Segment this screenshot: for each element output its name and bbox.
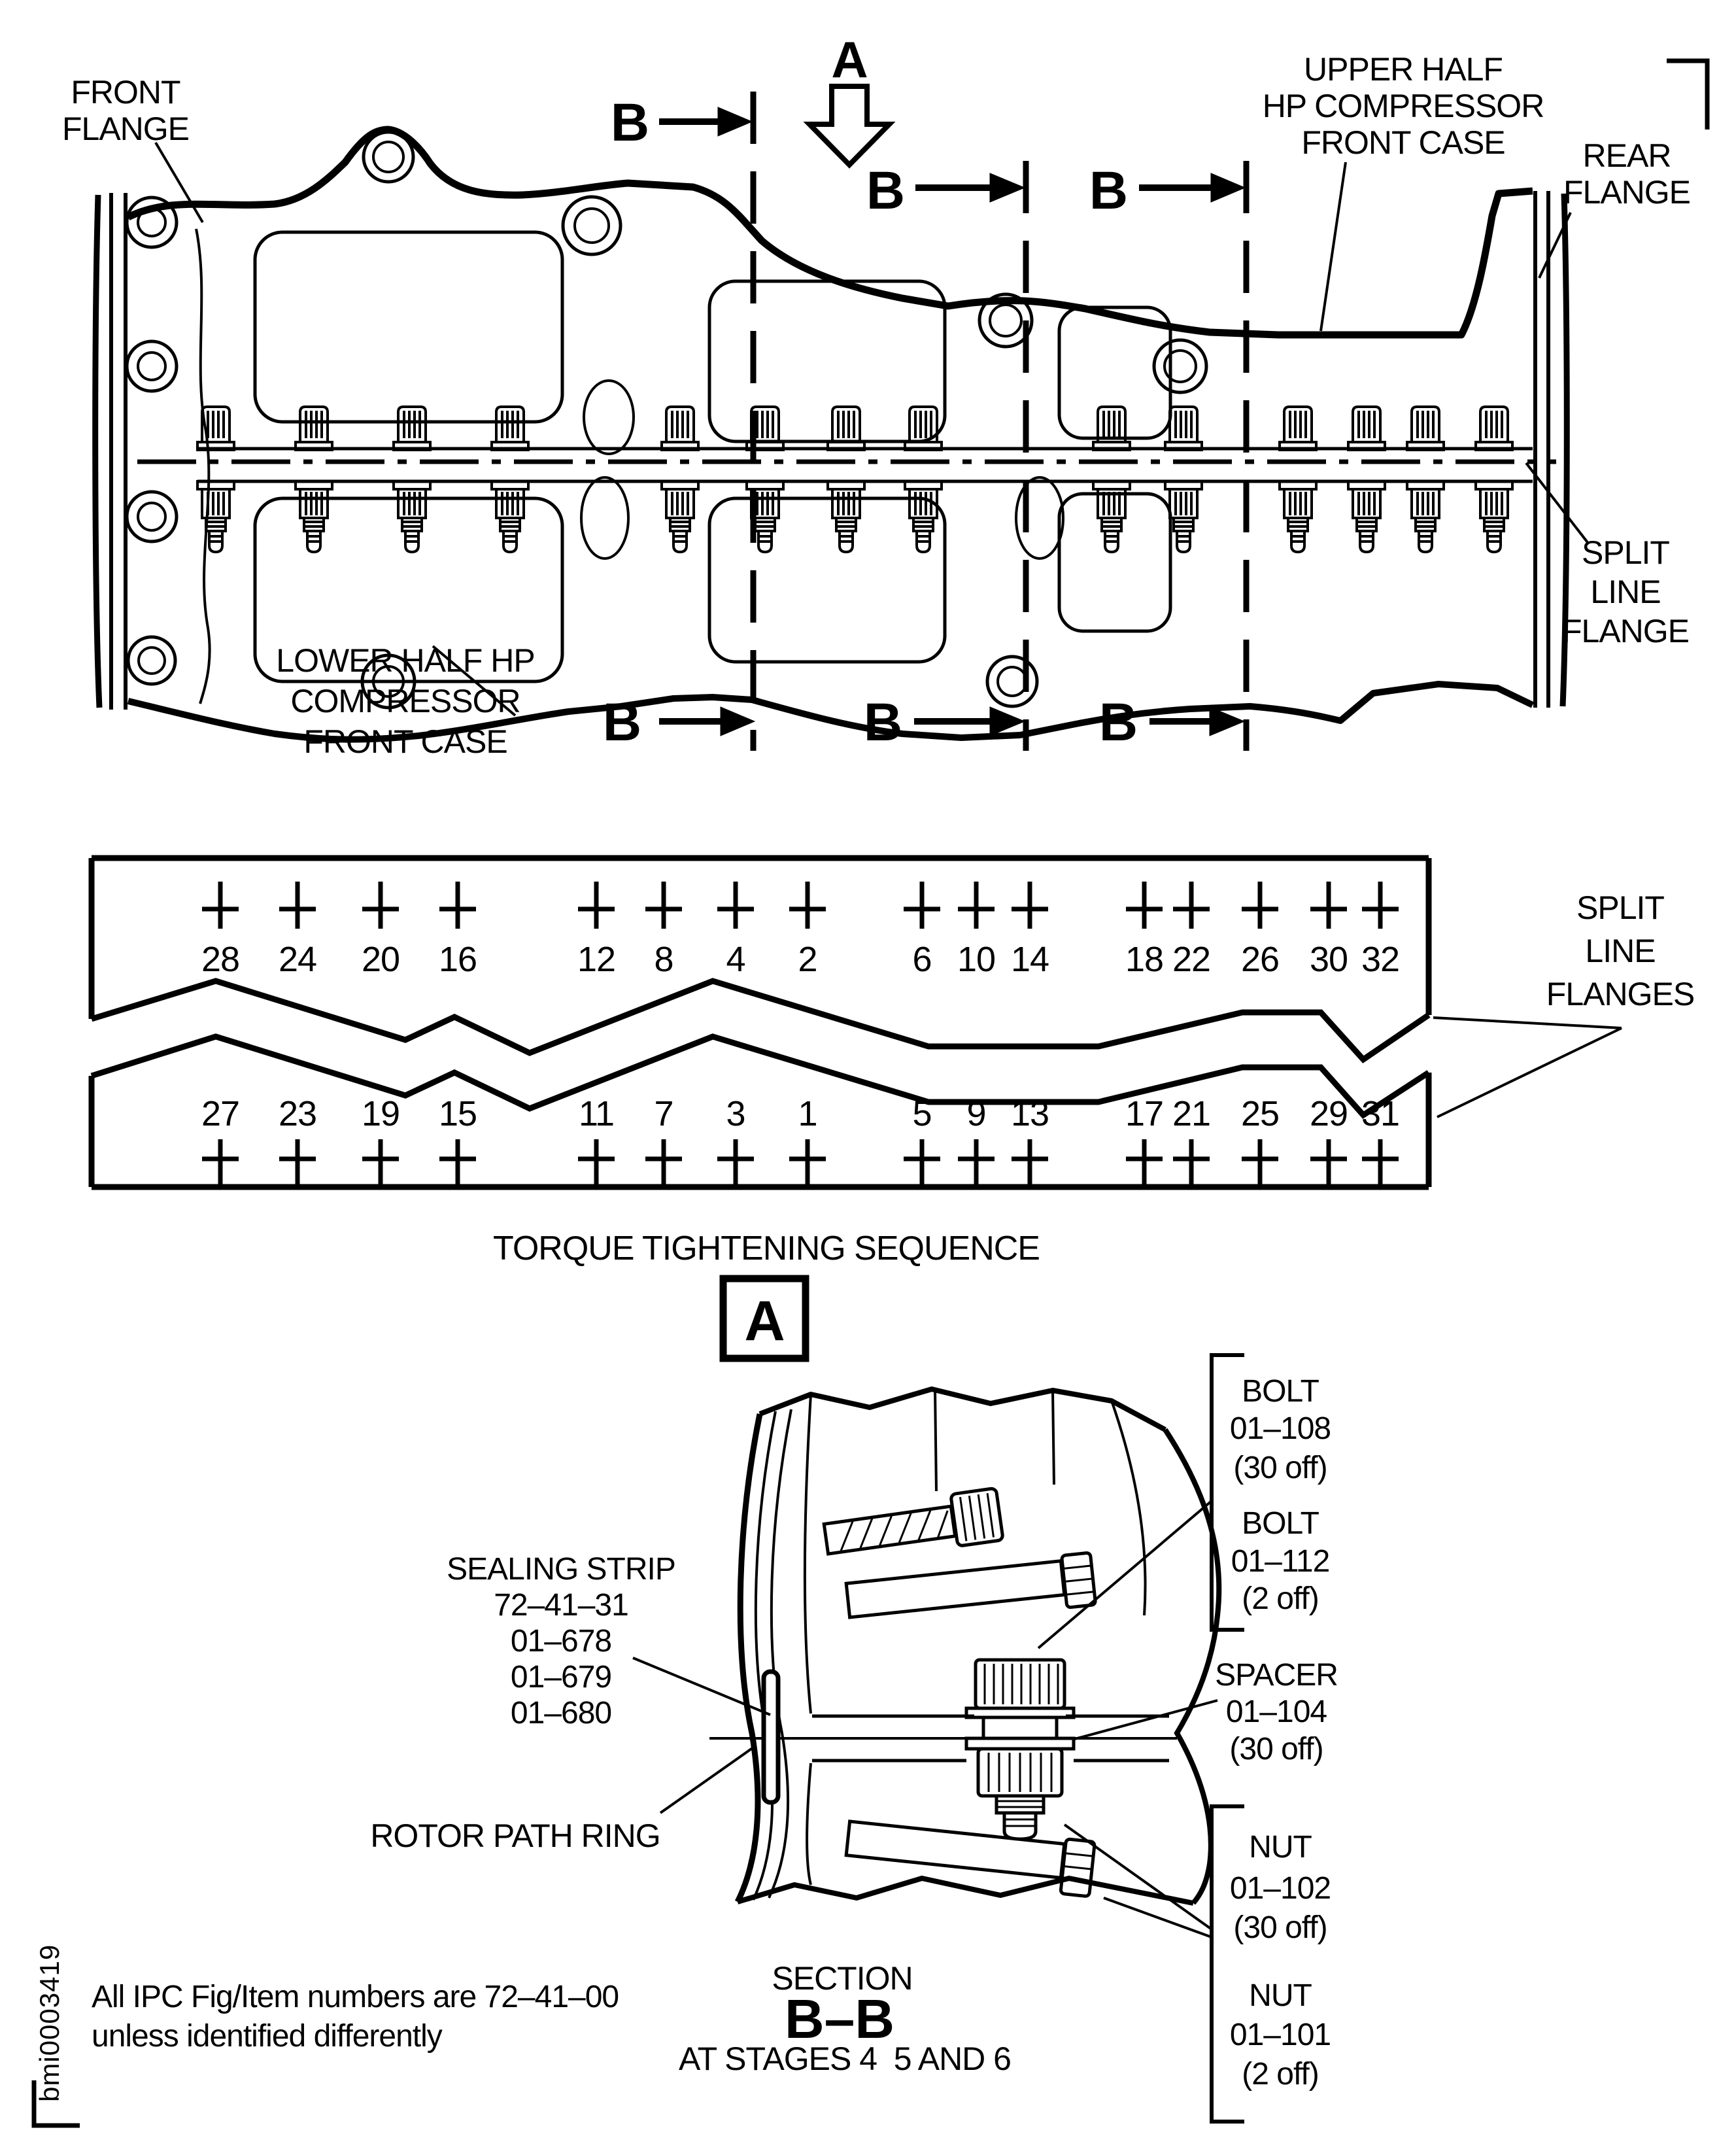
bolt-112-qty: (2 off) (1242, 1581, 1319, 1616)
split-line-flanges-leaders (1433, 1018, 1622, 1117)
section-b-marker-top-1: B (610, 93, 649, 152)
bolt-108-qty: (30 off) (1233, 1451, 1327, 1485)
torque-seq-number-bottom: 19 (361, 1094, 400, 1133)
split-line-bolts-lower (197, 481, 1512, 552)
torque-seq-number-top: 22 (1172, 940, 1211, 979)
split-line-rails (197, 449, 1533, 481)
torque-seq-number-bottom: 5 (912, 1094, 932, 1133)
torque-seq-number-top: 14 (1010, 940, 1049, 979)
section-a-marker: A (831, 31, 868, 88)
split-line-flange-label: SPLIT LINE FLANGE (1561, 534, 1690, 649)
document-id: bmi0003419 (34, 1944, 65, 2102)
torque-seq-number-bottom: 29 (1309, 1094, 1348, 1133)
torque-plus-marks-bottom (202, 1139, 1399, 1186)
detail-a-marker: A (744, 1290, 785, 1352)
bolt-108-name: BOLT (1242, 1374, 1319, 1409)
bolt-112-name: BOLT (1242, 1506, 1319, 1541)
torque-seq-number-bottom: 15 (438, 1094, 477, 1133)
torque-seq-number-bottom: 17 (1125, 1094, 1164, 1133)
section-title: SECTION (772, 1960, 913, 1997)
section-leader-lines (633, 1501, 1217, 1937)
section-drawing (709, 1389, 1219, 1903)
section-b-marker-bottom-2: B (863, 693, 902, 752)
split-line-flanges-label: SPLIT LINE FLANGES (1546, 889, 1695, 1012)
spacer-104-name: SPACER (1215, 1658, 1338, 1693)
torque-seq-number-bottom: 27 (201, 1094, 240, 1133)
spacer-104-number: 01–104 (1225, 1695, 1327, 1729)
nut-101-number: 01–101 (1229, 2018, 1331, 2052)
split-line-bolts-upper (197, 407, 1512, 450)
section-b-marker-bottom-1: B (602, 693, 641, 752)
section-subtitle: B–B (784, 1988, 895, 2050)
spacer-104-qty: (30 off) (1229, 1732, 1323, 1766)
torque-seq-number-top: 6 (912, 940, 932, 979)
rear-flange-label: REAR FLANGE (1563, 137, 1691, 211)
torque-seq-number-top: 30 (1309, 940, 1348, 979)
sealing-strip-label: SEALING STRIP 72–41–31 01–678 01–679 01–680 (447, 1552, 675, 1730)
ipc-note-line2: unless identified differently (92, 2019, 442, 2054)
torque-seq-number-top: 12 (577, 940, 616, 979)
torque-seq-number-bottom: 13 (1010, 1094, 1049, 1133)
a-arrow (809, 86, 889, 165)
lower-half-label: LOWER HALF HP COMPRESSOR FRONT CASE (276, 642, 535, 760)
torque-box-title: TORQUE TIGHTENING SEQUENCE (493, 1230, 1040, 1267)
torque-seq-number-top: 24 (278, 940, 317, 979)
torque-seq-number-top: 18 (1125, 940, 1164, 979)
ipc-note-line1: All IPC Fig/Item numbers are 72–41–00 (92, 1980, 619, 2014)
torque-seq-number-top: 8 (654, 940, 673, 979)
torque-seq-number-top: 20 (361, 940, 400, 979)
upper-half-label: UPPER HALF HP COMPRESSOR FRONT CASE (1262, 51, 1544, 161)
torque-seq-number-bottom: 25 (1240, 1094, 1280, 1133)
torque-seq-number-top: 26 (1240, 940, 1280, 979)
torque-seq-number-top: 10 (957, 940, 996, 979)
torque-seq-number-bottom: 3 (726, 1094, 745, 1133)
torque-seq-number-bottom: 9 (966, 1094, 986, 1133)
bolt-108-number: 01–108 (1229, 1411, 1331, 1446)
nut-102-number: 01–102 (1229, 1871, 1331, 1906)
nut-101-name: NUT (1249, 1978, 1312, 2013)
torque-seq-number-top: 2 (798, 940, 817, 979)
nut-102-name: NUT (1249, 1830, 1312, 1865)
rotor-path-ring-label: ROTOR PATH RING (370, 1817, 660, 1854)
front-flange-label: FRONT FLANGE (61, 74, 190, 147)
torque-seq-number-bottom: 11 (578, 1094, 615, 1133)
front-flange (95, 193, 210, 710)
torque-seq-number-bottom: 7 (654, 1094, 673, 1133)
torque-seq-number-top: 16 (438, 940, 477, 979)
torque-seq-number-bottom: 21 (1172, 1094, 1211, 1133)
section-note: AT STAGES 4 5 AND 6 (679, 2040, 1011, 2077)
torque-seq-number-bottom: 23 (278, 1094, 317, 1133)
section-b-marker-top-2: B (866, 161, 905, 220)
torque-seq-number-top: 4 (726, 940, 745, 979)
section-b-marker-top-3: B (1089, 161, 1128, 220)
nut-102-qty: (30 off) (1233, 1910, 1327, 1945)
torque-seq-number-bottom: 1 (798, 1094, 817, 1133)
b-arrows (659, 107, 1245, 736)
torque-seq-number-top: 32 (1361, 940, 1400, 979)
torque-seq-number-bottom: 31 (1361, 1094, 1400, 1133)
nut-101-qty: (2 off) (1242, 2057, 1319, 2091)
torque-plus-marks-top (202, 882, 1399, 929)
bolt-112-number: 01–112 (1231, 1544, 1330, 1579)
section-b-marker-bottom-3: B (1098, 693, 1138, 752)
torque-seq-number-top: 28 (201, 940, 240, 979)
